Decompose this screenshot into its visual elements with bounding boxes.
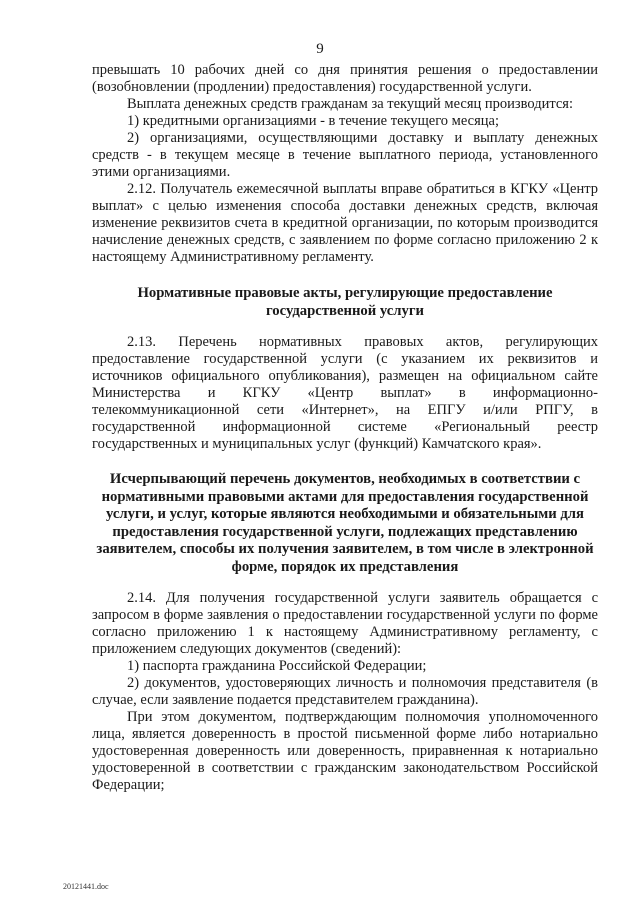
- paragraph-power-of-attorney: При этом документом, подтверждающим полномочия уполномоченного лица, является доверенность в простой письменной форме либо нотариально удостоверенная доверенность или доверенность, приравненная к нотариально удостоверенной в соответствии с гражданским законодательством Российской Федерации;: [92, 709, 598, 793]
- paragraph-continuation: превышать 10 рабочих дней со дня принятия решения о предоставлении (возобновлении (продлении) предоставления) государственной услуги.: [92, 62, 598, 95]
- heading-documents-list: Исчерпывающий перечень документов, необходимых в соответствии с нормативными правовыми актами для предоставления государственной услуги, и услуг, которые являются необходимыми и обязательными для предоставления государственной услуги, подлежащих представлению заявителем, способы их получения заявителем, в том числе в электронной форме, порядок их представления: [96, 471, 594, 575]
- heading-legal-acts: Нормативные правовые акты, регулирующие предоставление государственной услуги: [137, 285, 553, 319]
- footer-filename: 20121441.doc: [63, 882, 109, 891]
- list-item-representative-docs: 2) документов, удостоверяющих личность и полномочия представителя (в случае, если заявление подается представителем гражданина).: [92, 675, 598, 708]
- list-item-delivery-orgs: 2) организациями, осуществляющими доставку и выплату денежных средств - в текущем месяце в течение выплатного периода, установленного этими организациями.: [92, 130, 598, 180]
- paragraph-payment-intro: Выплата денежных средств гражданам за текущий месяц производится:: [127, 96, 573, 112]
- page-number: 9: [316, 41, 324, 57]
- paragraph-2-12: 2.12. Получатель ежемесячной выплаты вправе обратиться в КГКУ «Центр выплат» с целью изменения способа доставки денежных средств, включая изменение реквизитов счета в кредитной организации, по которым производится начисление денежных средств, с заявлением по форме согласно приложению 2 к настоящему Административному регламенту.: [92, 181, 598, 265]
- list-item-passport: 1) паспорта гражданина Российской Федерации;: [127, 658, 427, 674]
- list-item-credit-orgs: 1) кредитными организациями - в течение текущего месяца;: [127, 113, 499, 129]
- document-body: [92, 62, 598, 794]
- paragraph-2-13: 2.13. Перечень нормативных правовых актов, регулирующих предоставление государственной услуги (с указанием их реквизитов и источников официального опубликования), размещен на официальном сайте Министерства и КГКУ «Центр выплат» в информационно-телекоммуникационной сети «Интернет», на ЕПГУ и/или РПГУ, в государственной информационной системе «Региональный реестр государственных и муниципальных услуг (функций) Камчатского края».: [92, 334, 598, 452]
- paragraph-2-14: 2.14. Для получения государственной услуги заявитель обращается с запросом в форме заявления о предоставлении государственной услуги по форме согласно приложению 1 к настоящему Административному регламенту, с приложением следующих документов (сведений):: [92, 590, 598, 657]
